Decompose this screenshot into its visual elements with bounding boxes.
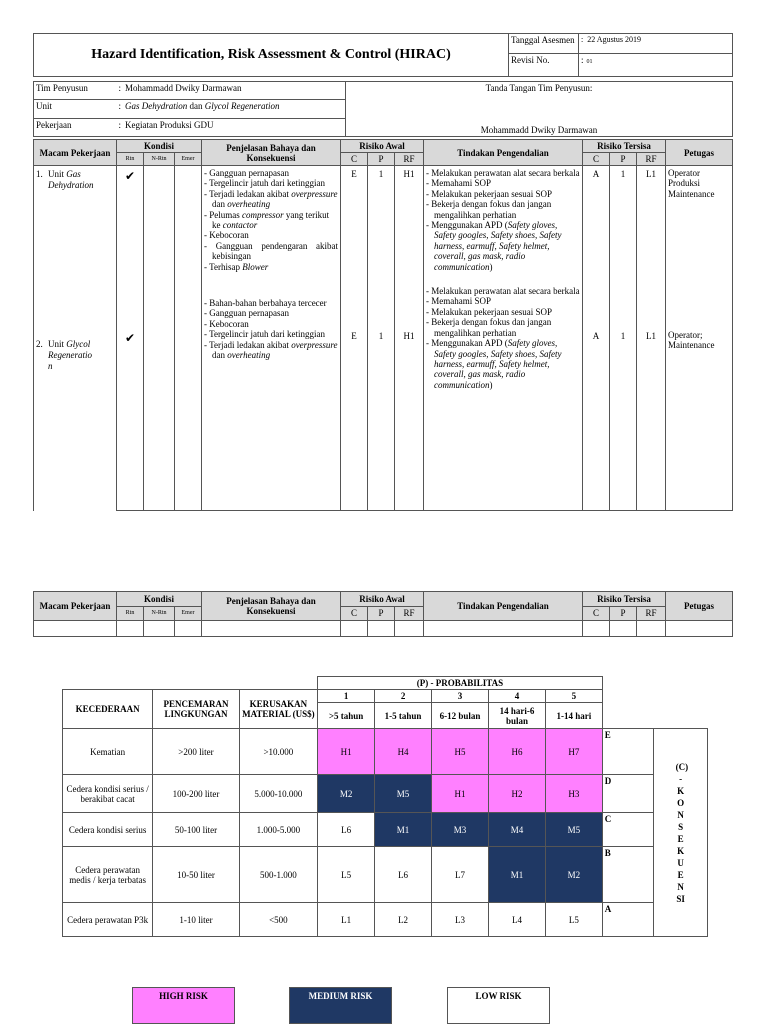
col-rc: C xyxy=(583,606,610,621)
risk-cell: H2 xyxy=(489,775,546,813)
legend-medium: MEDIUM RISK xyxy=(289,987,392,1024)
col-p: P xyxy=(368,153,395,166)
date-value-cell xyxy=(579,34,733,54)
col-job-type: Macam Pekerjaan xyxy=(34,140,117,166)
row2-rp: 1 xyxy=(620,331,626,341)
col-condition: Kondisi xyxy=(117,140,202,153)
col-officer: Petugas xyxy=(666,140,733,166)
col-injury: KECEDERAAN xyxy=(63,690,153,729)
revision-value-cell xyxy=(579,54,733,77)
control-item: - Bekerja dengan fokus dan jangan mengalihkan perhatian xyxy=(426,317,580,338)
risk-cell: M1 xyxy=(489,847,546,903)
control-item: - Melakukan perawatan alat secara berkala xyxy=(426,168,580,178)
risk-cell: L5 xyxy=(545,903,602,937)
empty-cell xyxy=(34,621,117,637)
risk-cell: L6 xyxy=(375,847,432,903)
row1-job-name: Gas Dehydration xyxy=(48,169,94,190)
consequence-text: (C) - KONSEKUENSI xyxy=(675,761,689,904)
col-residual-risk: Risiko Tersisa xyxy=(583,592,666,607)
legend-low: LOW RISK xyxy=(447,987,550,1024)
col-emer: Emer xyxy=(175,606,202,621)
pollution-cell: >200 liter xyxy=(153,729,239,775)
prob-label: 1-14 hari xyxy=(545,703,602,729)
hazard-item: - Gangguan pernapasan xyxy=(204,308,338,318)
table-row-rc xyxy=(583,166,610,511)
damage-cell: 1.000-5.000 xyxy=(239,813,317,847)
row2-num: 2. xyxy=(36,339,43,349)
col-initial-risk: Risiko Awal xyxy=(341,592,424,607)
empty-cell xyxy=(395,621,424,637)
job-sep: : xyxy=(118,119,121,130)
col-rf: RF xyxy=(395,606,424,621)
col-rp: P xyxy=(610,153,637,166)
prob-num: 2 xyxy=(375,690,432,703)
col-control: Tindakan Pengendalian xyxy=(424,592,583,621)
hazard-item: - Kebocoran xyxy=(204,230,338,240)
job-label: Pekerjaan xyxy=(36,119,72,130)
matrix-blank xyxy=(602,690,707,703)
row2-hazards xyxy=(204,298,338,360)
matrix-row xyxy=(63,813,708,847)
signature-name: Mohammadd Dwiky Darmawan xyxy=(346,118,733,136)
risk-cell: H5 xyxy=(432,729,489,775)
row2-job xyxy=(36,339,114,372)
col-job-type: Macam Pekerjaan xyxy=(34,592,117,621)
col-rtn: Rtn xyxy=(117,153,144,166)
risk-cell: M3 xyxy=(432,813,489,847)
hazard-item: - Pelumas compressor yang terikut ke contactor xyxy=(204,210,338,231)
row2-job-name: Glycol Regeneration xyxy=(48,339,92,371)
row1-check: ✔ xyxy=(124,169,136,183)
table-row-p xyxy=(368,166,395,511)
risk-cell: L6 xyxy=(318,813,375,847)
empty-cell xyxy=(175,621,202,637)
row2-officer: Operator; Maintenance xyxy=(668,330,715,351)
table-row-rrf xyxy=(637,166,666,511)
empty-cell xyxy=(637,621,666,637)
col-c: C xyxy=(341,606,368,621)
team-label-cell xyxy=(34,82,124,100)
control-item: - Memahami SOP xyxy=(426,296,580,306)
prob-num: 5 xyxy=(545,690,602,703)
empty-cell xyxy=(341,621,368,637)
row2-p: 1 xyxy=(378,331,384,341)
row1-job-pre: Unit xyxy=(48,169,67,179)
control-item: - Menggunakan APD (Safety gloves, Safety googles, Safety shoes, Safety harness, earmuff, Safety helmet, coverall, gas mask, radio communication) xyxy=(426,220,580,272)
prob-num: 3 xyxy=(432,690,489,703)
table-row-officer xyxy=(666,166,733,511)
table-row-nrtn xyxy=(144,166,175,511)
matrix-row xyxy=(63,903,708,937)
unit-value-a: Gas Dehydration xyxy=(125,101,188,112)
unit-value-b: Glycol Regeneration xyxy=(204,101,280,112)
unit-value xyxy=(123,100,346,118)
injury-cell: Cedera perawatan medis / kerja terbatas xyxy=(63,847,153,903)
hazard-item: - Tergelincir jatuh dari ketinggian xyxy=(204,178,338,188)
row2-c: E xyxy=(351,331,357,341)
row1-job xyxy=(36,169,114,191)
control-item: - Melakukan pekerjaan sesuai SOP xyxy=(426,189,580,199)
col-rrf: RF xyxy=(637,153,666,166)
row2-rrf: L1 xyxy=(646,331,656,341)
col-hazard: Penjelasan Bahaya dan Konsekuensi xyxy=(202,592,341,621)
col-nrtn: N-Rtn xyxy=(144,606,175,621)
prob-label: 1-5 tahun xyxy=(375,703,432,729)
control-item: - Memahami SOP xyxy=(426,178,580,188)
risk-cell: H7 xyxy=(545,729,602,775)
risk-cell: H1 xyxy=(432,775,489,813)
risk-cell: M5 xyxy=(375,775,432,813)
table-row-rp xyxy=(610,166,637,511)
row2-job-pre: Unit xyxy=(48,339,67,349)
table-row-c xyxy=(341,166,368,511)
matrix-row xyxy=(63,847,708,903)
row1-rp: 1 xyxy=(620,169,626,179)
row1-hazards xyxy=(204,168,338,272)
empty-cell xyxy=(144,621,175,637)
matrix-blank xyxy=(63,677,318,690)
damage-cell: 500-1.000 xyxy=(239,847,317,903)
row1-rc: A xyxy=(592,169,600,179)
hazard-item: - Kebocoran xyxy=(204,319,338,329)
revision-label: Revisi No. xyxy=(509,54,579,77)
unit-value-and: dan xyxy=(187,101,205,112)
row2-controls xyxy=(426,286,580,390)
control-item: - Melakukan pekerjaan sesuai SOP xyxy=(426,307,580,317)
conseq-letter: E xyxy=(602,729,654,775)
job-label-cell xyxy=(34,118,124,136)
conseq-letter: A xyxy=(602,903,654,937)
consequence-label xyxy=(654,729,708,937)
col-emer: Emer xyxy=(175,153,202,166)
hazard-item: - Gangguan pendengaran akibat kebisingan xyxy=(204,241,338,262)
risk-cell: M1 xyxy=(375,813,432,847)
signature-space xyxy=(346,100,733,118)
damage-cell: >10.000 xyxy=(239,729,317,775)
date-label: Tanggal Asesmen xyxy=(509,34,579,54)
signature-label: Tanda Tangan Tim Penyusun: xyxy=(346,82,733,100)
col-rtn: Rtn xyxy=(117,606,144,621)
team-sep: : xyxy=(118,83,121,93)
risk-cell: H1 xyxy=(318,729,375,775)
risk-cell: L1 xyxy=(318,903,375,937)
table-row-1-job xyxy=(34,166,117,511)
col-residual-risk: Risiko Tersisa xyxy=(583,140,666,153)
pollution-cell: 100-200 liter xyxy=(153,775,239,813)
damage-cell: 5.000-10.000 xyxy=(239,775,317,813)
injury-cell: Cedera kondisi serius xyxy=(63,813,153,847)
injury-cell: Kematian xyxy=(63,729,153,775)
col-officer: Petugas xyxy=(666,592,733,621)
col-damage: KERUSAKAN MATERIAL (US$) xyxy=(239,690,317,729)
row1-controls xyxy=(426,168,580,272)
empty-cell xyxy=(117,621,144,637)
probability-title: (P) - PROBABILITAS xyxy=(318,677,603,690)
hirac-table xyxy=(33,139,733,511)
col-p: P xyxy=(368,606,395,621)
unit-sep: : xyxy=(118,101,121,112)
pollution-cell: 1-10 liter xyxy=(153,903,239,937)
document-title: Hazard Identification, Risk Assessment & Control (HIRAC) xyxy=(34,34,509,77)
col-initial-risk: Risiko Awal xyxy=(341,140,424,153)
control-item: - Menggunakan APD (Safety gloves, Safety googles, Safety shoes, Safety harness, earmuff, Safety helmet, coverall, gas mask, radio communication) xyxy=(426,338,580,390)
prob-label: 14 hari-6 bulan xyxy=(489,703,546,729)
empty-cell xyxy=(610,621,637,637)
hazard-item: - Terhisap Blower xyxy=(204,262,338,272)
prob-label: >5 tahun xyxy=(318,703,375,729)
col-control: Tindakan Pengendalian xyxy=(424,140,583,166)
row1-rrf: L1 xyxy=(646,169,656,179)
risk-cell: L5 xyxy=(318,847,375,903)
row1-num: 1. xyxy=(36,169,43,179)
pollution-cell: 50-100 liter xyxy=(153,813,239,847)
row2-rf: H1 xyxy=(403,331,415,341)
risk-matrix xyxy=(62,676,708,937)
team-label: Tim Penyusun xyxy=(36,83,88,93)
team-value: Mohammadd Dwiky Darmawan xyxy=(123,82,346,100)
col-condition: Kondisi xyxy=(117,592,202,607)
damage-cell: <500 xyxy=(239,903,317,937)
col-pollution: PENCEMARAN LINGKUNGAN xyxy=(153,690,239,729)
unit-label: Unit xyxy=(36,101,53,112)
table-row-emer xyxy=(175,166,202,511)
matrix-row xyxy=(63,775,708,813)
injury-cell: Cedera perawatan P3k xyxy=(63,903,153,937)
hazard-item: - Bahan-bahan berbahaya tercecer xyxy=(204,298,338,308)
injury-cell: Cedera kondisi serius / berakibat cacat xyxy=(63,775,153,813)
row1-c: E xyxy=(351,169,357,179)
job-value: Kegiatan Produksi GDU xyxy=(123,118,346,136)
col-nrtn: N-Rtn xyxy=(144,153,175,166)
revision-value: 01 xyxy=(586,59,593,65)
revision-sep: : xyxy=(581,55,584,65)
conseq-letter: C xyxy=(602,813,654,847)
empty-cell xyxy=(424,621,583,637)
risk-cell: H4 xyxy=(375,729,432,775)
risk-cell: H6 xyxy=(489,729,546,775)
empty-cell xyxy=(368,621,395,637)
row1-p: 1 xyxy=(378,169,384,179)
table-row-rtn xyxy=(117,166,144,511)
conseq-letter: D xyxy=(602,775,654,813)
risk-cell: L3 xyxy=(432,903,489,937)
header-table xyxy=(33,33,733,77)
col-rrf: RF xyxy=(637,606,666,621)
prob-num: 4 xyxy=(489,690,546,703)
row1-officer: Operator Produksi Maintenance xyxy=(668,168,715,199)
hazard-item: - Tergelincir jatuh dari ketinggian xyxy=(204,329,338,339)
col-rc: C xyxy=(583,153,610,166)
hazard-item: - Terjadi ledakan akibat overpressure dan overheating xyxy=(204,189,338,210)
hazard-item: - Terjadi ledakan akibat overpressure dan overheating xyxy=(204,340,338,361)
row2-check: ✔ xyxy=(124,331,136,345)
risk-cell: L7 xyxy=(432,847,489,903)
date-sep: : xyxy=(581,35,584,44)
legend-high: HIGH RISK xyxy=(132,987,235,1024)
row1-rf: H1 xyxy=(403,169,415,179)
risk-cell: M4 xyxy=(489,813,546,847)
empty-cell xyxy=(583,621,610,637)
conseq-letter: B xyxy=(602,847,654,903)
control-item: - Melakukan perawatan alat secara berkala xyxy=(426,286,580,296)
matrix-blank xyxy=(602,703,707,729)
risk-cell: M5 xyxy=(545,813,602,847)
hirac-table-empty xyxy=(33,591,733,637)
col-rf: RF xyxy=(395,153,424,166)
date-value: 22 Agustus 2019 xyxy=(587,35,642,44)
control-item: - Bekerja dengan fokus dan jangan mengalihkan perhatian xyxy=(426,199,580,220)
empty-cell xyxy=(202,621,341,637)
pollution-cell: 10-50 liter xyxy=(153,847,239,903)
table-row-rf xyxy=(395,166,424,511)
matrix-row xyxy=(63,729,708,775)
risk-cell: M2 xyxy=(318,775,375,813)
empty-cell xyxy=(666,621,733,637)
unit-label-cell xyxy=(34,100,124,118)
table-row-hazards xyxy=(202,166,341,511)
col-hazard: Penjelasan Bahaya dan Konsekuensi xyxy=(202,140,341,166)
prob-label: 6-12 bulan xyxy=(432,703,489,729)
col-rp: P xyxy=(610,606,637,621)
table-row-controls xyxy=(424,166,583,511)
risk-cell: L4 xyxy=(489,903,546,937)
hazard-item: - Gangguan pernapasan xyxy=(204,168,338,178)
risk-cell: L2 xyxy=(375,903,432,937)
col-c: C xyxy=(341,153,368,166)
risk-cell: H3 xyxy=(545,775,602,813)
prob-num: 1 xyxy=(318,690,375,703)
info-table xyxy=(33,81,733,137)
matrix-blank xyxy=(602,677,707,690)
row2-rc: A xyxy=(592,331,600,341)
risk-cell: M2 xyxy=(545,847,602,903)
